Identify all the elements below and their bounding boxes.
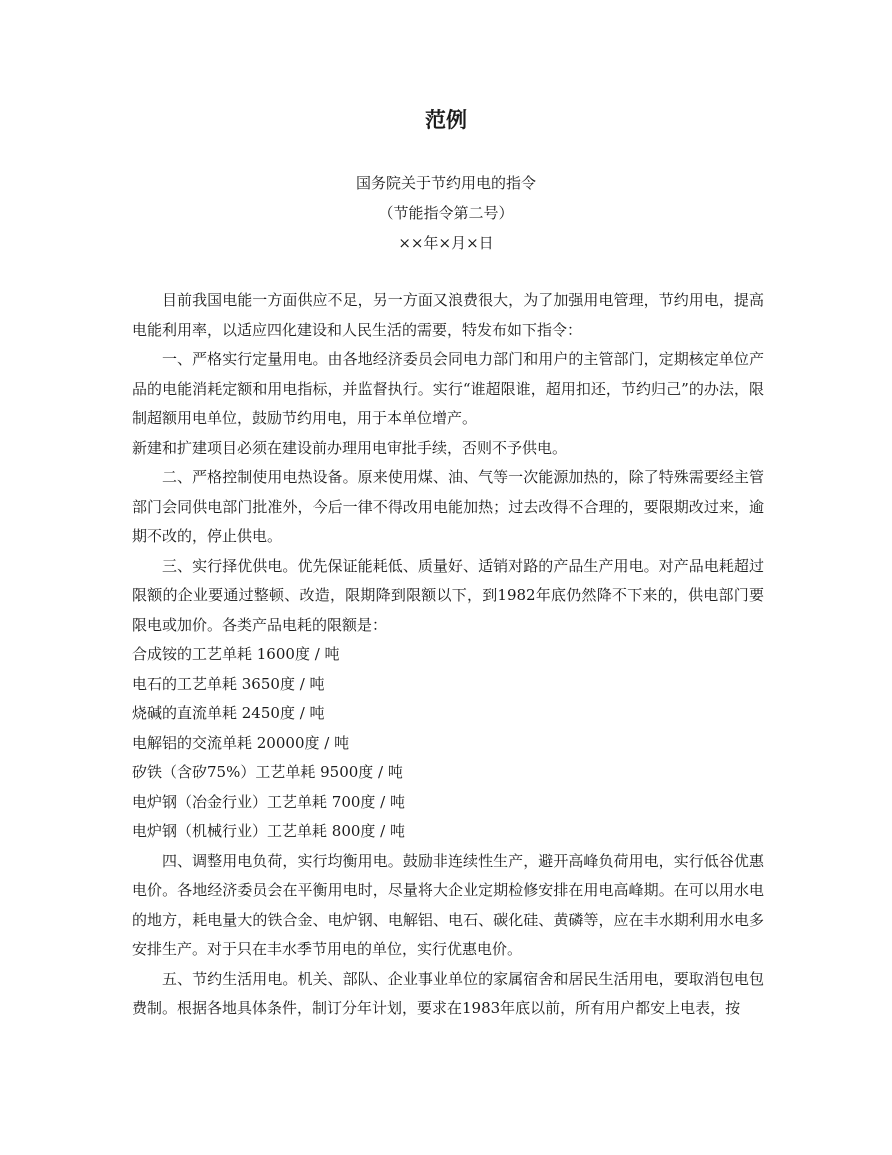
quota-line: 烧碱的直流单耗 2450度 / 吨 [132, 704, 325, 722]
quota-line: 矽铁（含矽75%）工艺单耗 9500度 / 吨 [132, 763, 403, 781]
paragraph-item-1: 一、严格实行定量用电。由各地经济委员会同电力部门和用户的主管部门，定期核定单位产品的电能消耗定额和用电指标，并监督执行。实行“谁超限谁，超用扣还，节约归己”的办法，限制超额用电单位，鼓励节约用电，用于本单位增产。 [132, 350, 764, 427]
order-title: 国务院关于节约用电的指令 [355, 174, 536, 192]
order-number: （节能指令第二号） [378, 204, 514, 222]
quota-line: 电石的工艺单耗 3650度 / 吨 [132, 674, 325, 693]
paragraph-item-5: 五、节约生活用电。机关、部队、企业事业单位的家属宿舍和居民生活用电，要取消包电包费制。根据各地具体条件，制订分年计划，要求在1983年底以前，所有用户都安上电表，按 [132, 969, 764, 1017]
paragraph-intro: 目前我国电能一方面供应不足，另一方面又浪费很大，为了加强用电管理，节约用电，提高电能利用率，以适应四化建设和人民生活的需要，特发布如下指令： [132, 291, 764, 339]
quota-line: 电炉钢（机械行业）工艺单耗 800度 / 吨 [132, 822, 405, 840]
paragraph-item-2: 二、严格控制使用电热设备。原来使用煤、油、气等一次能源加热的，除了特殊需要经主管部门会同供电部门批准外，今后一律不得改用电能加热；过去改得不合理的，要限期改过来，逾期不改的，停止供电。 [132, 468, 764, 545]
quota-line: 合成铵的工艺单耗 1600度 / 吨 [132, 645, 340, 663]
order-date: ××年×月×日 [398, 234, 494, 252]
paragraph-new-projects: 新建和扩建项目必须在建设前办理用电审批手续，否则不予供电。 [132, 438, 568, 457]
page-title: 范例 [425, 108, 467, 132]
document-body [132, 286, 764, 1024]
quota-line: 电解铝的交流单耗 20000度 / 吨 [132, 733, 350, 752]
paragraph-item-4: 四、调整用电负荷，实行均衡用电。鼓励非连续性生产，避开高峰负荷用电，实行低谷优惠电价。各地经济委员会在平衡用电时，尽量将大企业定期检修安排在用电高峰期。在可以用水电的地方，耗电量大的铁合金、电炉钢、电解铝、电石、碳化硅、黄磷等，应在丰水期利用水电多安排生产。对于只在丰水季节用电的单位，实行优惠电价。 [132, 851, 764, 958]
quota-line: 电炉钢（冶金行业）工艺单耗 700度 / 吨 [132, 792, 405, 811]
paragraph-item-3: 三、实行择优供电。优先保证能耗低、质量好、适销对路的产品生产用电。对产品电耗超过限额的企业要通过整顿、改造，限期降到限额以下，到1982年底仍然降不下来的，供电部门要限电或加价。各类产品电耗的限额是： [132, 556, 764, 634]
